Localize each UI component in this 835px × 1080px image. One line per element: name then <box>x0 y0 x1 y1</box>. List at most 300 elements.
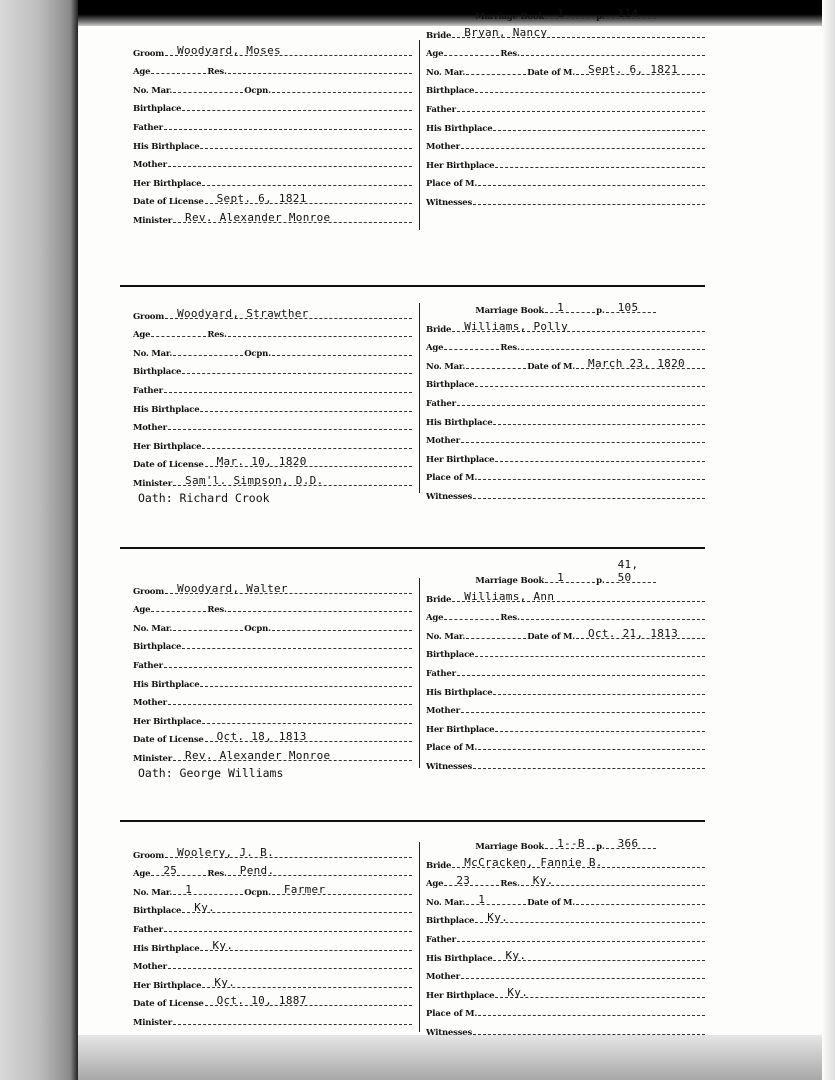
form-row <box>133 842 413 861</box>
field-value: Ky. <box>507 985 529 999</box>
field-value-line <box>200 674 412 687</box>
form-row <box>133 303 413 322</box>
field-value-line <box>205 191 412 204</box>
field-label: Res. <box>207 869 227 880</box>
form-row <box>133 861 413 880</box>
field-value-line <box>478 737 705 750</box>
field-value-line <box>493 948 705 961</box>
field-label: No. Mar. <box>133 887 173 898</box>
field-label: His Birthplace <box>133 943 200 954</box>
form-row <box>426 945 706 964</box>
form-row <box>426 735 706 754</box>
field-label: No. Mar. <box>426 897 466 908</box>
field-label: Father <box>133 660 163 671</box>
marriage-record-card <box>130 8 710 240</box>
field-label: Groom <box>133 311 165 322</box>
field-value-line <box>452 319 705 332</box>
field-value-line <box>165 43 412 56</box>
form-row <box>133 114 413 133</box>
field-label: Bride <box>426 860 452 871</box>
field-value-line <box>493 118 705 131</box>
field-label: Ocpn. <box>244 623 271 634</box>
field-label: Groom <box>133 850 165 861</box>
field-value-line <box>272 343 412 356</box>
form-row <box>133 578 413 597</box>
column-separator <box>419 578 420 768</box>
form-row <box>133 433 413 452</box>
field-value-line <box>444 607 499 620</box>
form-row <box>133 396 413 415</box>
field-label: Her Birthplace <box>426 990 495 1001</box>
field-value-line <box>200 938 412 951</box>
form-row <box>133 170 413 189</box>
form-row <box>426 926 706 945</box>
field-value-line <box>475 80 705 93</box>
field-label: Birthplace <box>133 906 182 917</box>
form-row <box>133 916 413 935</box>
form-row <box>426 115 706 134</box>
field-value-line <box>461 966 705 979</box>
field-value-line <box>228 324 412 337</box>
form-row <box>426 446 706 465</box>
field-value-line <box>495 155 705 168</box>
form-row <box>133 133 413 152</box>
field-label: Her Birthplace <box>133 980 202 991</box>
field-value-line <box>173 748 412 761</box>
field-label: His Birthplace <box>426 123 493 134</box>
field-value-line <box>168 956 412 969</box>
field-label: Date of License <box>133 999 204 1010</box>
form-row <box>426 586 706 605</box>
form-row <box>133 615 413 634</box>
form-row <box>426 660 706 679</box>
field-value-line <box>606 836 656 849</box>
field-value-line <box>173 882 243 895</box>
field-label: Father <box>426 398 456 409</box>
field-value-line <box>606 558 656 584</box>
field-value-line <box>606 300 656 313</box>
field-value-line <box>495 985 705 998</box>
field-value-line <box>173 210 412 223</box>
field-value-line <box>164 117 412 130</box>
field-value-line <box>173 343 243 356</box>
field-value-line <box>478 173 705 186</box>
field-value: Ky. <box>194 901 216 915</box>
field-label: No. Mar. <box>426 631 466 642</box>
field-value-line <box>457 929 705 942</box>
form-row <box>133 898 413 917</box>
field-label: Mother <box>133 698 167 709</box>
form-row <box>426 316 706 335</box>
form-row <box>133 189 413 208</box>
form-row <box>133 415 413 434</box>
field-value-line <box>576 356 705 369</box>
field-label: Age <box>133 330 151 341</box>
field-value: Ky. <box>214 975 236 989</box>
field-value-line <box>168 692 412 705</box>
field-label: Res. <box>207 605 227 616</box>
field-label: His Birthplace <box>426 953 493 964</box>
field-label: No. Mar. <box>133 348 173 359</box>
field-label: Birthplace <box>426 650 475 661</box>
form-row <box>426 852 706 871</box>
field-value-line <box>457 663 705 676</box>
field-value-line <box>202 711 412 724</box>
field-label: Mother <box>426 436 460 447</box>
field-value: 25 <box>163 864 178 878</box>
field-value-line <box>452 855 705 868</box>
form-row <box>133 879 413 898</box>
field-value: March 23, 1820 <box>588 356 685 370</box>
field-label: Her Birthplace <box>133 441 202 452</box>
field-value-line <box>466 626 526 639</box>
record-divider <box>120 285 705 287</box>
form-row <box>133 452 413 471</box>
field-value: Mar. 10, 1820 <box>216 455 307 469</box>
field-value-line <box>168 417 412 430</box>
form-row <box>133 152 413 171</box>
field-value-line <box>205 993 412 1006</box>
form-row <box>133 954 413 973</box>
field-label: His Birthplace <box>133 679 200 690</box>
field-value-line <box>461 430 705 443</box>
field-value-line <box>478 467 705 480</box>
field-label: Ocpn. <box>244 348 271 359</box>
field-label: Witnesses <box>426 1027 473 1038</box>
form-row <box>133 1009 413 1028</box>
field-value-line <box>475 374 705 387</box>
field-label: Birthplace <box>133 104 182 115</box>
field-value-line <box>545 6 595 19</box>
field-value-line <box>444 337 499 350</box>
field-value-line <box>202 173 412 186</box>
record-divider <box>120 820 705 822</box>
field-label: Birthplace <box>426 86 475 97</box>
field-value-line <box>478 1003 705 1016</box>
oath-note: Oath: George Williams <box>138 766 284 780</box>
field-label: Witnesses <box>426 197 473 208</box>
form-row <box>426 698 706 717</box>
field-value-line <box>182 636 412 649</box>
form-row <box>133 745 413 764</box>
field-value: Farmer <box>283 882 326 896</box>
bride-column <box>426 838 706 1038</box>
bride-column <box>426 558 706 772</box>
marriage-book-header <box>426 302 706 316</box>
field-value-line <box>473 1022 705 1035</box>
field-value: 1 <box>557 301 565 314</box>
form-row <box>426 871 706 890</box>
form-row <box>426 335 706 354</box>
field-label: Age <box>133 67 151 78</box>
form-row <box>426 22 706 41</box>
field-label: Marriage Book <box>475 306 545 316</box>
field-value-line <box>521 337 705 350</box>
form-row <box>426 964 706 983</box>
form-row <box>426 908 706 927</box>
form-row <box>426 1001 706 1020</box>
field-value-line <box>168 154 412 167</box>
field-value-line <box>606 6 656 19</box>
field-value-line <box>164 919 412 932</box>
groom-column <box>133 303 413 489</box>
form-row <box>426 889 706 908</box>
field-label: Father <box>426 668 456 679</box>
field-value-line <box>200 136 412 149</box>
field-value: Williams, Polly <box>464 319 569 333</box>
form-row <box>426 372 706 391</box>
form-row <box>426 96 706 115</box>
form-row <box>426 465 706 484</box>
form-row <box>133 652 413 671</box>
field-label: Place of M. <box>426 1009 478 1020</box>
field-label: Res. <box>500 49 520 60</box>
form-row <box>426 41 706 60</box>
field-label: p. <box>596 12 605 22</box>
field-label: His Birthplace <box>426 417 493 428</box>
form-row <box>426 390 706 409</box>
field-value-line <box>202 436 412 449</box>
field-label: Marriage Book <box>475 576 545 586</box>
field-value-line <box>466 892 526 905</box>
form-row <box>133 77 413 96</box>
field-label: Father <box>133 385 163 396</box>
field-label: His Birthplace <box>133 141 200 152</box>
field-value-line <box>205 454 412 467</box>
field-value: 1 <box>478 892 486 906</box>
field-value-line <box>545 570 595 583</box>
field-label: Her Birthplace <box>426 454 495 465</box>
field-value-line <box>173 618 243 631</box>
field-value-line <box>457 99 705 112</box>
form-row <box>426 1019 706 1038</box>
field-label: No. Mar. <box>133 85 173 96</box>
field-value: Oct. 21, 1813 <box>588 626 679 640</box>
field-label: Ocpn. <box>244 85 271 96</box>
field-value: Woodyard, Moses <box>177 43 281 57</box>
field-value: Ky. <box>532 874 554 888</box>
field-value-line <box>228 61 412 74</box>
form-row <box>133 322 413 341</box>
field-label: Minister <box>133 478 173 489</box>
field-value: Woodyard, Strawther <box>177 306 309 320</box>
field-value: Ky. <box>212 938 234 952</box>
field-value-line <box>521 607 705 620</box>
form-row <box>426 353 706 372</box>
field-label: Witnesses <box>426 491 473 502</box>
field-value: Sam'l. Simpson, D.D. <box>185 473 324 487</box>
field-value-line <box>272 618 412 631</box>
form-row <box>426 982 706 1001</box>
field-value: Williams, Ann <box>464 589 555 603</box>
field-value-line <box>202 975 412 988</box>
field-value-line <box>182 900 412 913</box>
field-label: Date of M. <box>527 361 576 372</box>
field-label: Date of M. <box>527 631 576 642</box>
field-value-line <box>576 892 705 905</box>
form-row <box>133 991 413 1010</box>
field-value: 41, 50 <box>617 558 639 584</box>
field-label: Age <box>133 605 151 616</box>
field-label: Minister <box>133 215 173 226</box>
form-row <box>133 690 413 709</box>
field-label: Witnesses <box>426 761 473 772</box>
field-value: Sept. 6, 1821 <box>216 192 307 206</box>
field-label: His Birthplace <box>426 687 493 698</box>
field-value-line <box>151 863 206 876</box>
form-row <box>426 605 706 624</box>
field-label: Her Birthplace <box>133 178 202 189</box>
field-label: Mother <box>426 972 460 983</box>
field-label: Res. <box>207 67 227 78</box>
record-divider <box>120 547 705 549</box>
field-label: Date of License <box>133 197 204 208</box>
groom-column <box>133 578 413 764</box>
field-value-line <box>493 682 705 695</box>
form-row <box>133 727 413 746</box>
form-row <box>133 59 413 78</box>
form-row <box>133 671 413 690</box>
field-value-line <box>461 700 705 713</box>
field-value-line <box>173 473 412 486</box>
field-value-line <box>466 62 526 75</box>
form-row <box>133 377 413 396</box>
field-value-line <box>576 62 705 75</box>
field-value-line <box>457 393 705 406</box>
field-label: His Birthplace <box>133 404 200 415</box>
field-value-line <box>164 655 412 668</box>
form-row <box>133 40 413 59</box>
field-value-line <box>165 845 412 858</box>
field-value: 1 <box>185 882 193 896</box>
field-label: Marriage Book <box>475 12 545 22</box>
marriage-book-header <box>426 558 706 586</box>
field-value: 1 <box>557 571 565 584</box>
field-label: Her Birthplace <box>426 160 495 171</box>
field-label: Age <box>426 343 444 354</box>
oath-note: Oath: Richard Crook <box>138 491 270 505</box>
field-value: Pend. <box>239 864 275 878</box>
field-label: Mother <box>133 962 167 973</box>
form-row <box>426 753 706 772</box>
field-label: Res. <box>207 330 227 341</box>
form-row <box>133 935 413 954</box>
field-value: 114 <box>617 7 639 20</box>
form-row <box>426 134 706 153</box>
field-value-line <box>182 98 412 111</box>
form-row <box>426 59 706 78</box>
field-label: Her Birthplace <box>133 716 202 727</box>
form-row <box>426 642 706 661</box>
form-row <box>133 597 413 616</box>
field-value-line <box>475 910 705 923</box>
field-label: Father <box>133 924 163 935</box>
field-label: Date of License <box>133 735 204 746</box>
field-label: Father <box>133 122 163 133</box>
field-value-line <box>444 43 499 56</box>
field-label: Date of M. <box>527 897 576 908</box>
marriage-book-header <box>426 8 706 22</box>
marriage-record-card <box>130 558 710 780</box>
field-label: Father <box>426 104 456 115</box>
field-label: Birthplace <box>133 367 182 378</box>
field-label: Bride <box>426 594 452 605</box>
field-value-line <box>182 361 412 374</box>
field-value-line <box>452 589 705 602</box>
field-value-line <box>493 412 705 425</box>
field-label: Age <box>426 49 444 60</box>
field-value: Rev. Alexander Monroe <box>185 210 331 224</box>
field-label: Birthplace <box>426 916 475 927</box>
field-label: No. Mar. <box>426 361 466 372</box>
field-value-line <box>495 719 705 732</box>
field-label: Bride <box>426 324 452 335</box>
field-label: Groom <box>133 586 165 597</box>
field-label: Groom <box>133 48 165 59</box>
form-row <box>133 207 413 226</box>
field-value: Woodyard, Walter <box>177 581 288 595</box>
field-value-line <box>473 192 705 205</box>
field-value-line <box>521 43 705 56</box>
field-value-line <box>228 863 412 876</box>
bride-column <box>426 8 706 208</box>
column-separator <box>419 303 420 493</box>
field-value: Ky. <box>505 948 527 962</box>
marriage-book-header <box>426 838 706 852</box>
field-value: 105 <box>617 301 639 314</box>
field-label: Age <box>426 613 444 624</box>
field-label: Mother <box>426 706 460 717</box>
scan-right-edge <box>822 0 835 1080</box>
form-row <box>426 428 706 447</box>
field-label: No. Mar. <box>133 623 173 634</box>
field-value: Oct. 10, 1887 <box>216 994 307 1008</box>
field-value: 1--B <box>557 837 585 850</box>
form-row <box>426 409 706 428</box>
field-value-line <box>545 836 595 849</box>
field-value-line <box>521 873 705 886</box>
marriage-record-card <box>130 838 710 1042</box>
field-label: Marriage Book <box>475 842 545 852</box>
field-label: Birthplace <box>426 380 475 391</box>
form-row <box>426 483 706 502</box>
field-label: Mother <box>426 142 460 153</box>
column-separator <box>419 842 420 1032</box>
field-label: Age <box>426 879 444 890</box>
field-value: Rev. Alexander Monroe <box>185 748 331 762</box>
groom-column <box>133 40 413 226</box>
field-value-line <box>151 324 206 337</box>
field-label: No. Mar. <box>426 67 466 78</box>
field-label: Minister <box>133 1017 173 1028</box>
field-value-line <box>444 873 499 886</box>
field-value-line <box>495 449 705 462</box>
field-value-line <box>173 1012 412 1025</box>
field-value-line <box>205 729 412 742</box>
form-row <box>426 152 706 171</box>
field-value-line <box>545 300 595 313</box>
field-value-line <box>228 599 412 612</box>
groom-column <box>133 842 413 1028</box>
form-row <box>133 96 413 115</box>
form-row <box>133 708 413 727</box>
form-row <box>426 679 706 698</box>
field-value-line <box>165 581 412 594</box>
field-label: Bride <box>426 30 452 41</box>
form-row <box>426 716 706 735</box>
field-value-line <box>165 306 412 319</box>
field-label: Minister <box>133 753 173 764</box>
